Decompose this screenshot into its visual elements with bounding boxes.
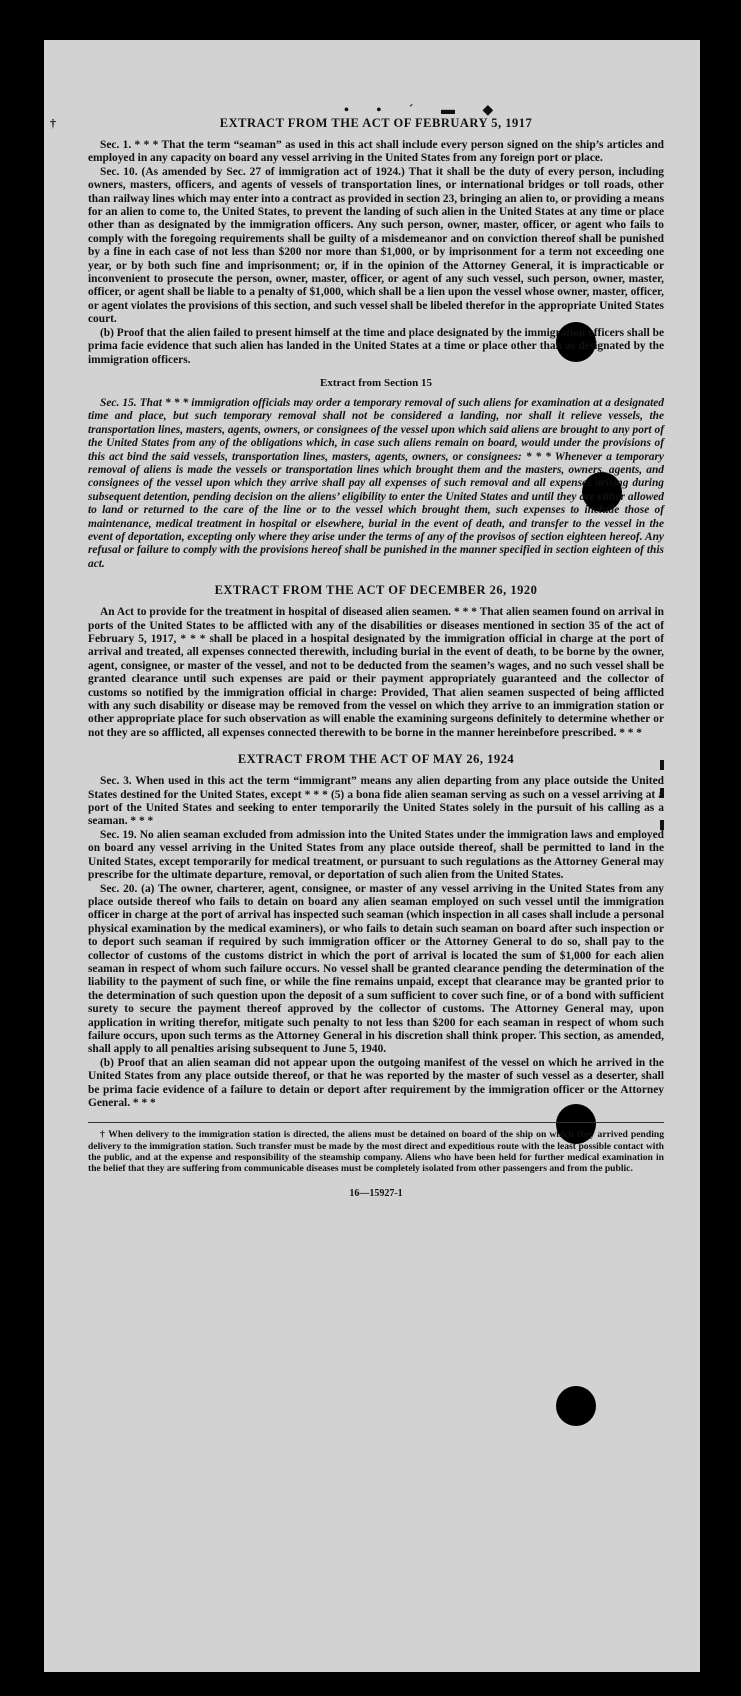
paragraph: (b) Proof that an alien seaman did not appear upon the outgoing manifest of the vessel on which he arrived in the United States from any place outside thereof, or that he was reported by the master of such vessel as a deserter, shall be prima facie evidence of a failure to detain or deport after requirement by the immigration officer or the Attorney General. * * *	[88, 1056, 664, 1109]
top-marks: • • ´ ▬ ◆	[344, 103, 506, 118]
section-heading	[50, 116, 664, 131]
paragraph: Sec. 1. * * * That the term “seaman” as used in this act shall include every person signed on the ship’s articles and employed in any capacity on board any vessel arriving in the United States from any foreign port or place.	[88, 139, 664, 165]
subheading: Extract from Section 15	[320, 376, 432, 389]
section-heading: EXTRACT FROM THE ACT OF DECEMBER 26, 1920	[214, 583, 538, 598]
paragraph: Sec. 3. When used in this act the term “immigrant” means any alien departing from any place outside the United States destined for the United States, except * * * (5) a bona fide alien seaman serving as such on a vessel arriving at a port of the United States and seeking to enter temporarily the United States solely in the pursuit of his calling as a seaman. * * *	[88, 775, 664, 828]
footnote	[88, 1122, 664, 1174]
paragraph: An Act to provide for the treatment in hospital of diseased alien seamen. * * * That alien seamen found on arrival in ports of the United States to be afflicted with any of the disabilities or diseases mentioned in section 35 of the act of February 5, 1917, * * * shall be placed in a hospital designated by the immigration official in charge at the port of arrival and treated, all expenses connected therewith, including burial in the event of death, to be borne by the owner, agent, consignee, or master of the vessel, and not to be deducted from the seamen’s wages, and no such vessel shall be granted clearance until such expenses are paid or their payment appropriately guaranteed and the collector of customs so notified by the immigration official in charge: Provided, That alien seamen suspected of being afflicted with any such disability or disease may be removed from the vessel on which they arrive to an immigration station or other appropriate place for such observation as will enable the examining surgeons definitely to determine whether or not they are so afflicted, all expenses connected therewith to be borne in the manner hereinbefore prescribed. * * *	[88, 606, 664, 739]
footnote-marker: †	[50, 116, 57, 130]
section-heading: EXTRACT FROM THE ACT OF MAY 26, 1924	[237, 752, 515, 767]
paragraph: Sec. 20. (a) The owner, charterer, agent, consignee, or master of any vessel arriving in the United States from any place outside thereof who fails to detain on board any alien seaman employed on such vessel until the immigration officer in charge at the port of arrival has inspected such seaman (which inspection in all cases shall include a personal physical examination by the medical examiners), or who fails to detain such seaman on board after such inspection or to deport such seaman if required by such immigration officer or the Attorney General to do so, shall pay to the collector of customs of the customs district in which the port of arrival is located the sum of $1,000 for each alien seaman in respect of whom such failure occurs. No vessel shall be granted clearance pending the determination of the liability to the payment of such fine, or while the fine remains unpaid, except that clearance may be granted prior to the determination of such question upon the deposit of a sum sufficient to cover such fine, or of a bond with sufficient surety to secure the payment thereof approved by the collector of customs. The Attorney General may, upon application in writing therefor, mitigate such penalty to not less than $200 for each seaman in respect of whom such failure occurs, upon such terms as the Attorney General in his discretion shall think proper. This section, as amended, shall apply to all penalties arising subsequent to June 5, 1940.	[88, 882, 664, 1056]
footnote-text: † When delivery to the immigration station is directed, the aliens must be detained on board of the ship on which they arrived pending delivery to the immigration station. Such transfer must be made by the most direct and expeditious route with the least possible contact with the public, and at the expense and responsibility of the steamship company. Aliens who have been held for further medical examination in the belief that they are suffering from communicable diseases must be completely isolated from other passengers and from the public.	[88, 1129, 664, 1175]
paragraph: Sec. 19. No alien seaman excluded from admission into the United States under the immigration laws and employed on board any vessel arriving in the United States from any place outside thereof, shall be permitted to land in the United States, except temporarily for medical treatment, or pursuant to such regulations as the Attorney General may prescribe for the ultimate departure, removal, or deportation of such alien from the United States.	[88, 828, 664, 882]
form-number: 16—15927-1	[349, 1188, 403, 1200]
section-act-1917	[50, 116, 664, 571]
document-page	[44, 40, 700, 1672]
paragraph: (b) Proof that the alien failed to present himself at the time and place designated by the immigration officers shall be prima facie evidence that such alien has landed in the United States at a time or place other than as designated by the immigration officers.	[88, 326, 664, 366]
section-act-1924	[88, 752, 664, 1110]
punch-hole	[556, 1386, 596, 1426]
document-body	[50, 116, 664, 1200]
paragraph: Sec. 10. (As amended by Sec. 27 of immigration act of 1924.) That it shall be the duty of every person, including owners, masters, officers, and agents of vessels of transportation lines, or international bridges or toll roads, other than railway lines which may enter into a contract as provided in section 23, bringing an alien to, or providing a means for an alien to come to, the United States, to prevent the landing of such alien in the United States at any time or place other than as designated by the immigration officers. Any such person, owner, master, officer, or agent who fails to comply with the foregoing requirements shall be guilty of a misdemeanor and on conviction thereof shall be punished by a fine in each case of not less than $200 nor more than $1,000, or by imprisonment for a term not exceeding one year, or by both such fine and imprisonment; or, if in the opinion of the Attorney General, it is impracticable or inconvenient to prosecute the person, owner, master, officer, or agent of any such vessel, such person, owner, master, officer, or agent shall be liable to a penalty of $1,000, which shall be a lien upon the vessel whose owner, master, officer, or agent violates the provisions of this section, and such vessel shall be libeled therefor in the appropriate United States court.	[88, 165, 664, 326]
section-act-1920	[88, 583, 664, 740]
heading-text: EXTRACT FROM THE ACT OF FEBRUARY 5, 1917	[219, 116, 533, 130]
paragraph-italic: Sec. 15. That * * * immigration officials may order a temporary removal of such aliens for examination at a designated time and place, but such temporary removal shall not be considered a landing, nor shall it relieve vessels, the transportation lines, masters, agents, owners, or consignees of the vessel upon which said aliens are brought to any port of the United States from any of the obligations which, in case such aliens remain on board, would under the provisions of this act bind the said vessels, transportation lines, masters, agents, owners, or consignees: * * * Whenever a temporary removal of aliens is made the vessels or transportation lines which brought them and the masters, owners, agents, and consignees of the vessel upon which they arrive shall pay all expenses of such removal and all expenses arising during subsequent detention, pending decision on the aliens’ eligibility to enter the United States and until they are either allowed to land or returned to the care of the line or to the vessel which brought them, such expenses to include those of maintenance, medical treatment in hospital or elsewhere, burial in the event of death, and transfer to the vessel in the event of deportation, excepting only where they arise under the terms of any of the provisos of section eighteen hereof. Any refusal or failure to comply with the provisions hereof shall be punished in the manner specified in section eighteen of this act.	[88, 396, 664, 570]
